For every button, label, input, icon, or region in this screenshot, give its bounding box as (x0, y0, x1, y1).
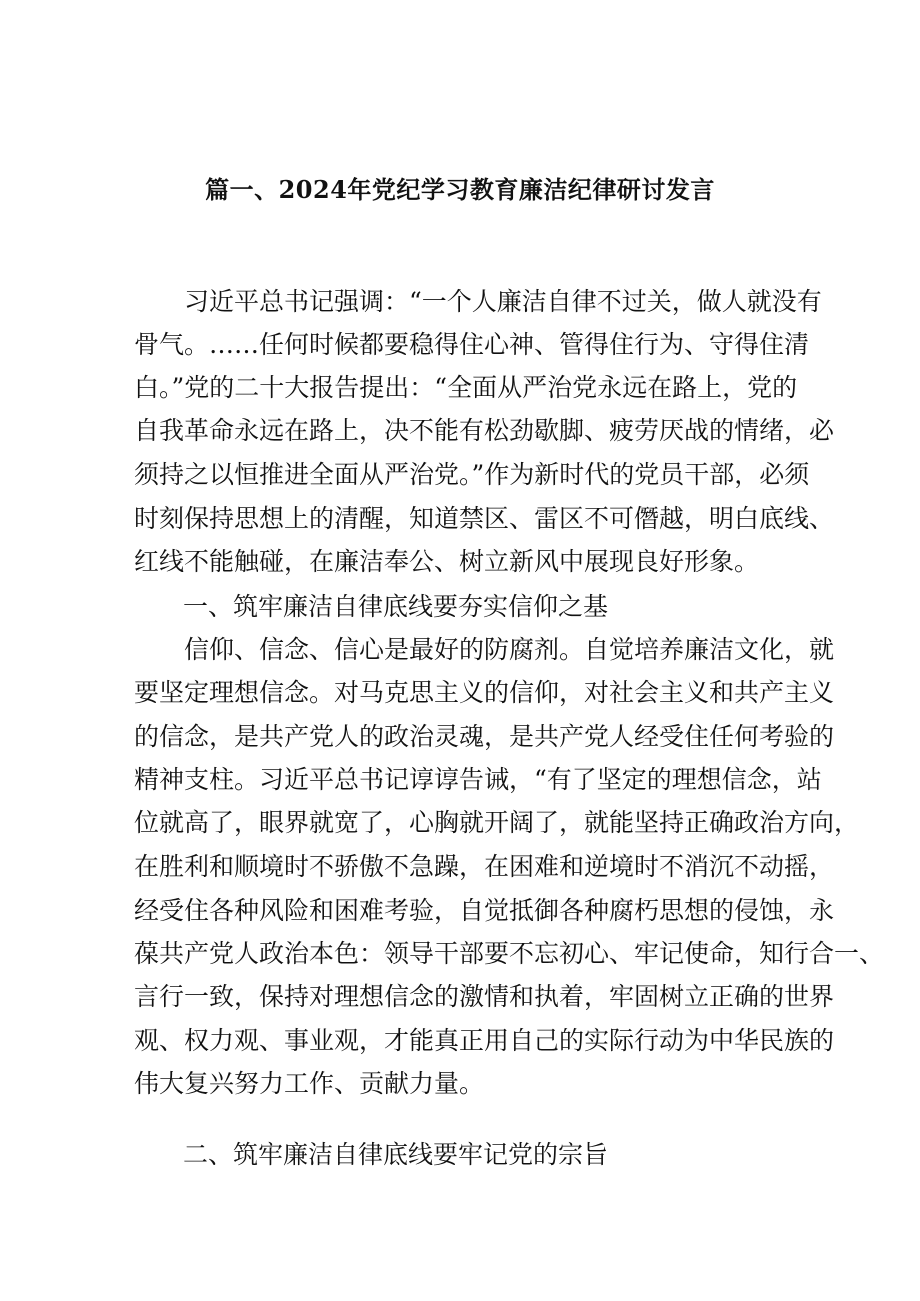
section-1-line-10: 观、权力观、事业观，才能真正用自己的实际行动为中华民族的 (134, 1026, 835, 1055)
section-1-line-1: 信仰、信念、信心是最好的防腐剂。自觉培养廉洁文化，就 (134, 635, 835, 664)
section-1-line-8: 葆共产党人政治本色：领导干部要不忘初心、牢记使命，知行合一、 (134, 939, 885, 968)
section-1-line-4: 精神支柱。习近平总书记谆谆告诫，“有了坚定的理想信念，站 (134, 765, 822, 794)
intro-line-6: 时刻保持思想上的清醒，知道禁区、雷区不可僭越，明白底线、 (134, 504, 835, 533)
page-title: 篇一、2024年党纪学习教育廉洁纪律研讨发言 (205, 175, 715, 204)
section-1-heading: 一、筑牢廉洁自律底线要夯实信仰之基 (183, 592, 609, 621)
intro-line-5: 须持之以恒推进全面从严治党。”作为新时代的党员干部，必须 (134, 460, 810, 489)
section-1-line-2: 要坚定理想信念。对马克思主义的信仰，对社会主义和共产主义 (134, 678, 835, 707)
section-1-line-7: 经受住各种风险和困难考验，自觉抵御各种腐朽思想的侵蚀，永 (134, 896, 835, 925)
section-1-line-3: 的信念，是共产党人的政治灵魂，是共产党人经受住任何考验的 (134, 722, 835, 751)
section-1-line-5: 位就高了，眼界就宽了，心胸就开阔了，就能坚持正确政治方向， (134, 808, 860, 837)
intro-line-3: 白。”党的二十大报告提出：“全面从严治党永远在路上，党的 (134, 373, 798, 402)
intro-line-4: 自我革命永远在路上，决不能有松劲歇脚、疲劳厌战的情绪，必 (134, 416, 835, 445)
section-2-heading: 二、筑牢廉洁自律底线要牢记党的宗旨 (183, 1140, 609, 1169)
section-1-line-6: 在胜利和顺境时不骄傲不急躁，在困难和逆境时不消沉不动摇， (134, 852, 835, 881)
intro-line-1: 习近平总书记强调：“一个人廉洁自律不过关，做人就没有 (134, 287, 822, 316)
section-1-line-11: 伟大复兴努力工作、贡献力量。 (134, 1069, 485, 1098)
section-1-line-9: 言行一致，保持对理想信念的激情和执着，牢固树立正确的世界 (134, 982, 835, 1011)
intro-line-7: 红线不能触碰，在廉洁奉公、树立新风中展现良好形象。 (134, 547, 760, 576)
intro-line-2: 骨气。……任何时候都要稳得住心神、管得住行为、守得住清 (134, 330, 810, 359)
